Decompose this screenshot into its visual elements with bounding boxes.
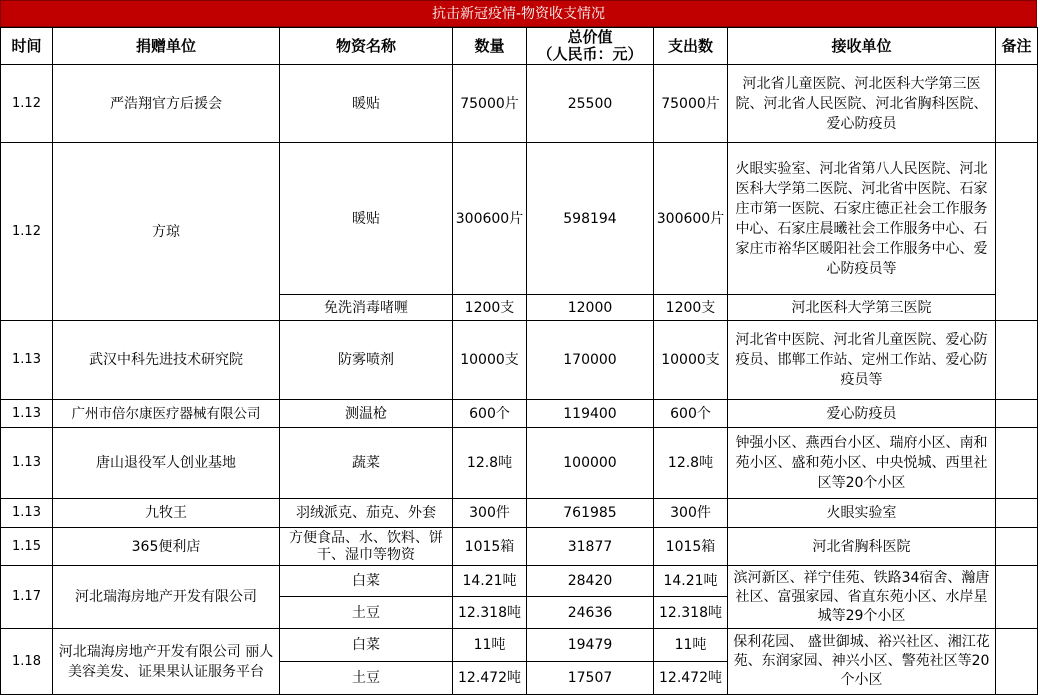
table-row	[1, 65, 1038, 143]
value-cell: 24636	[527, 597, 654, 629]
date-cell: 1.15	[1, 528, 53, 566]
note-cell	[996, 65, 1038, 143]
out-cell: 12.8吨	[654, 428, 728, 499]
date-cell: 1.13	[1, 321, 53, 400]
date-cell: 1.13	[1, 428, 53, 499]
donor-cell: 唐山退役军人创业基地	[53, 428, 280, 499]
donor-cell: 365便利店	[53, 528, 280, 566]
header-item: 物资名称	[280, 28, 453, 65]
note-cell	[996, 528, 1038, 566]
header-receiver: 接收单位	[728, 28, 996, 65]
item-cell: 测温枪	[280, 400, 453, 428]
donor-cell: 武汉中科先进技术研究院	[53, 321, 280, 400]
table-row	[1, 400, 1038, 428]
note-cell	[996, 499, 1038, 528]
value-cell: 31877	[527, 528, 654, 566]
value-cell: 28420	[527, 566, 654, 597]
out-cell: 14.21吨	[654, 566, 728, 597]
receiver-cell: 滨河新区、祥宁佳苑、铁路34宿舍、瀚唐社区、富强家园、省直东苑小区、水岸星城等29个小区	[728, 566, 996, 629]
item-cell: 羽绒派克、茄克、外套	[280, 499, 453, 528]
donor-cell: 方琼	[53, 143, 280, 321]
qty-cell: 10000支	[453, 321, 527, 400]
receiver-cell: 河北省胸科医院	[728, 528, 996, 566]
qty-cell: 11吨	[453, 629, 527, 662]
receiver-cell: 河北省中医院、河北省儿童医院、爱心防疫员、邯郸工作站、定州工作站、爱心防疫员等	[728, 321, 996, 400]
qty-cell: 300件	[453, 499, 527, 528]
value-cell: 598194	[527, 143, 654, 295]
table-row	[1, 499, 1038, 528]
header-time: 时间	[1, 28, 53, 65]
supplies-table	[0, 27, 1038, 695]
note-cell	[996, 566, 1038, 629]
receiver-cell: 火眼实验室、河北省第八人民医院、河北医科大学第二医院、河北省中医院、石家庄市第一医院、石家庄德正社会工作服务中心、石家庄晨曦社会工作服务中心、石家庄市裕华区暖阳社会工作服务中心、爱心防疫员等	[728, 143, 996, 295]
qty-cell: 75000片	[453, 65, 527, 143]
out-cell: 12.472吨	[654, 662, 728, 695]
qty-cell: 600个	[453, 400, 527, 428]
qty-cell: 12.472吨	[453, 662, 527, 695]
receiver-cell: 钟强小区、燕西台小区、瑞府小区、南和苑小区、盛和苑小区、中央悦城、西里社区等20个小区	[728, 428, 996, 499]
receiver-cell: 爱心防疫员	[728, 400, 996, 428]
item-cell: 免洗消毒啫喱	[280, 295, 453, 321]
donor-cell: 严浩翔官方后援会	[53, 65, 280, 143]
date-cell: 1.12	[1, 65, 53, 143]
qty-cell: 12.318吨	[453, 597, 527, 629]
out-cell: 300600片	[654, 143, 728, 295]
value-cell: 170000	[527, 321, 654, 400]
item-cell: 土豆	[280, 597, 453, 629]
date-cell: 1.13	[1, 499, 53, 528]
date-cell: 1.13	[1, 400, 53, 428]
value-cell: 25500	[527, 65, 654, 143]
receiver-cell: 河北医科大学第三医院	[728, 295, 996, 321]
donor-cell: 河北瑞海房地产开发有限公司 丽人美容美发、证果果认证服务平台	[53, 629, 280, 695]
qty-cell: 1015箱	[453, 528, 527, 566]
table-row	[1, 528, 1038, 566]
date-cell: 1.17	[1, 566, 53, 629]
out-cell: 75000片	[654, 65, 728, 143]
item-cell: 土豆	[280, 662, 453, 695]
out-cell: 10000支	[654, 321, 728, 400]
value-cell: 100000	[527, 428, 654, 499]
value-cell: 19479	[527, 629, 654, 662]
table-row	[1, 143, 1038, 295]
donor-cell: 广州市倍尔康医疗器械有限公司	[53, 400, 280, 428]
out-cell: 11吨	[654, 629, 728, 662]
out-cell: 12.318吨	[654, 597, 728, 629]
item-cell: 白菜	[280, 566, 453, 597]
item-cell: 白菜	[280, 629, 453, 662]
header-out: 支出数	[654, 28, 728, 65]
header-row	[1, 28, 1038, 65]
header-qty: 数量	[453, 28, 527, 65]
donor-cell: 河北瑞海房地产开发有限公司	[53, 566, 280, 629]
table-row	[1, 428, 1038, 499]
qty-cell: 1200支	[453, 295, 527, 321]
date-cell: 1.18	[1, 629, 53, 695]
value-cell: 12000	[527, 295, 654, 321]
value-cell: 761985	[527, 499, 654, 528]
header-value	[527, 28, 654, 65]
receiver-cell: 河北省儿童医院、河北医科大学第三医院、河北省人民医院、河北省胸科医院、爱心防疫员	[728, 65, 996, 143]
receiver-cell: 火眼实验室	[728, 499, 996, 528]
table-row	[1, 321, 1038, 400]
qty-cell: 300600片	[453, 143, 527, 295]
table-row	[1, 566, 1038, 597]
item-cell: 暖贴	[280, 65, 453, 143]
note-cell	[996, 143, 1038, 321]
out-cell: 1015箱	[654, 528, 728, 566]
qty-cell: 14.21吨	[453, 566, 527, 597]
value-cell: 17507	[527, 662, 654, 695]
header-value-line1: 总价值	[567, 28, 613, 46]
qty-cell: 12.8吨	[453, 428, 527, 499]
sheet-title: 抗击新冠疫情-物资收支情况	[0, 0, 1037, 27]
note-cell	[996, 629, 1038, 695]
item-cell: 暖贴	[280, 143, 453, 295]
header-donor: 捐赠单位	[53, 28, 280, 65]
item-cell: 防雾喷剂	[280, 321, 453, 400]
note-cell	[996, 428, 1038, 499]
donor-cell: 九牧王	[53, 499, 280, 528]
value-cell: 119400	[527, 400, 654, 428]
note-cell	[996, 400, 1038, 428]
receiver-cell: 保利花园、 盛世御城、裕兴社区、湘江花苑、东润家园、神兴小区、警苑社区等20个小区	[728, 629, 996, 695]
table-row	[1, 629, 1038, 662]
out-cell: 1200支	[654, 295, 728, 321]
item-cell: 方便食品、水、饮料、饼干、湿巾等物资	[280, 528, 453, 566]
header-note: 备注	[996, 28, 1038, 65]
header-value-line2: （人民币：元）	[537, 45, 643, 63]
note-cell	[996, 321, 1038, 400]
out-cell: 300件	[654, 499, 728, 528]
date-cell: 1.12	[1, 143, 53, 321]
out-cell: 600个	[654, 400, 728, 428]
item-cell: 蔬菜	[280, 428, 453, 499]
